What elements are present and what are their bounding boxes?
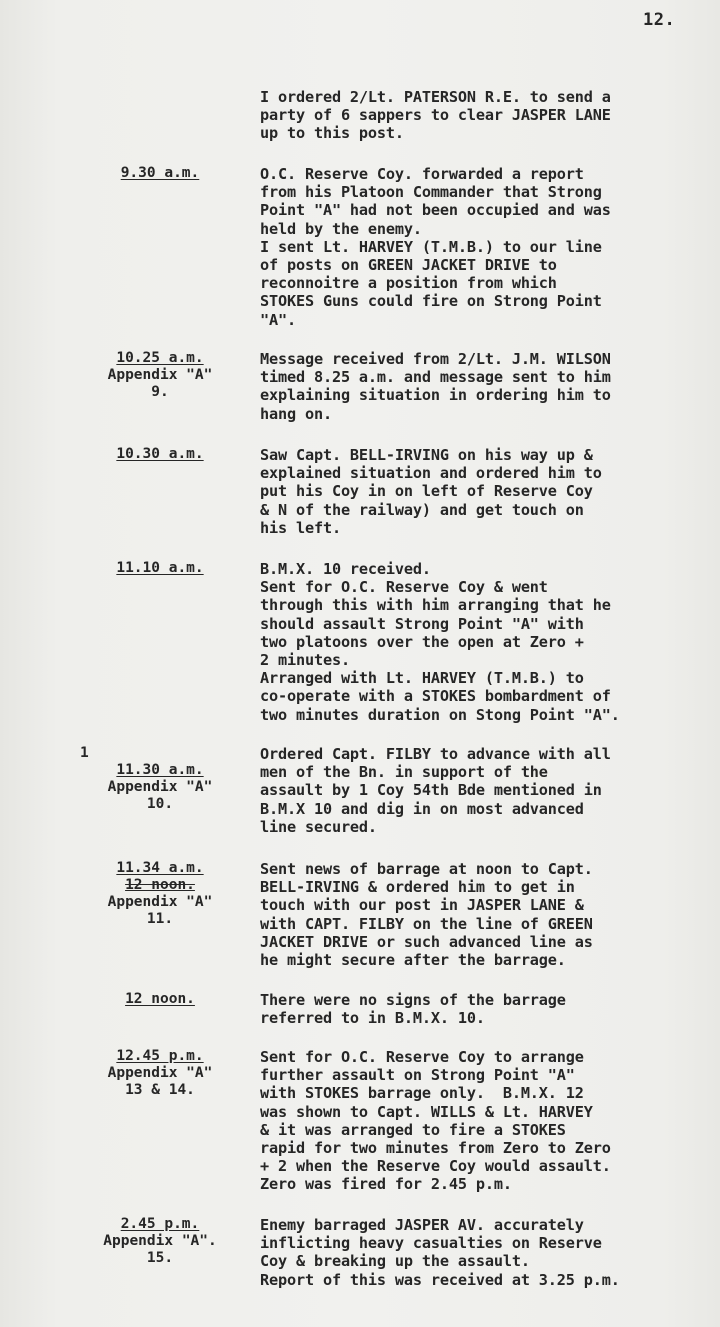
- page-number: 12.: [643, 10, 676, 30]
- entry-text-line: I ordered 2/Lt. PATERSON R.E. to send a: [260, 88, 611, 106]
- entry-text-line: with CAPT. FILBY on the line of GREEN: [260, 914, 593, 933]
- entry-text-line: There were no signs of the barrage: [260, 991, 566, 1009]
- entry-text-line: reconnoitre a position from which: [260, 274, 557, 293]
- entry-time-column: [70, 745, 250, 813]
- entry-time-column: [70, 446, 250, 463]
- appendix-number: 11.: [146, 911, 174, 927]
- entry-text-line: & N of the railway) and get touch on: [260, 500, 584, 519]
- entry-text-line: through this with him arranging that he: [260, 596, 611, 615]
- appendix-reference: Appendix "A".: [103, 1233, 217, 1249]
- appendix-reference: Appendix "A": [107, 1065, 213, 1081]
- entry-time: 2.45 p.m.: [120, 1216, 200, 1232]
- entry-text-line: B.M.X. 10 received.: [260, 560, 431, 578]
- entry-text-line: two platoons over the open at Zero +: [260, 632, 584, 651]
- entry-text-line: JACKET DRIVE or such advanced line as: [260, 932, 593, 951]
- entry-text: [260, 165, 720, 329]
- entry-text: [260, 446, 720, 537]
- entry-text-line: Ordered Capt. FILBY to advance with all: [260, 745, 611, 763]
- entry-text-line: further assault on Strong Point "A": [260, 1066, 575, 1085]
- entry-text-line: should assault Strong Point "A" with: [260, 614, 584, 633]
- appendix-reference: Appendix "A": [107, 367, 213, 383]
- entry-text: [260, 860, 720, 969]
- entry-text-line: Sent news of barrage at noon to Capt.: [260, 860, 593, 878]
- entry-text-line: Sent for O.C. Reserve Coy to arrange: [260, 1048, 584, 1066]
- entry-text-line: + 2 when the Reserve Coy would assault.: [260, 1157, 611, 1176]
- entry-text-line: his left.: [260, 518, 341, 537]
- entry-text-line: inflicting heavy casualties on Reserve: [260, 1234, 602, 1253]
- entry-text: [260, 991, 720, 1027]
- entry-text-line: I sent Lt. HARVEY (T.M.B.) to our line: [260, 237, 602, 256]
- entry-text-line: O.C. Reserve Coy. forwarded a report: [260, 165, 584, 183]
- entry-text-line: Saw Capt. BELL-IRVING on his way up &: [260, 446, 593, 464]
- marginal-note: 1: [80, 745, 89, 761]
- entry-text-line: explaining situation in ordering him to: [260, 386, 611, 405]
- entry-time-column: [70, 350, 250, 401]
- entry-text-line: BELL-IRVING & ordered him to get in: [260, 878, 575, 897]
- entry-text-line: assault by 1 Coy 54th Bde mentioned in: [260, 781, 602, 800]
- entry-text-line: party of 6 sappers to clear JASPER LANE: [260, 106, 611, 125]
- entry-text-line: Message received from 2/Lt. J.M. WILSON: [260, 350, 611, 368]
- appendix-number: 13 & 14.: [125, 1082, 195, 1098]
- entry-time-column: [70, 1216, 250, 1267]
- entry-text: [260, 1216, 720, 1289]
- entry-text: [260, 1048, 720, 1194]
- entry-text-line: put his Coy in on left of Reserve Coy: [260, 482, 593, 501]
- entry-text-line: Sent for O.C. Reserve Coy & went: [260, 578, 548, 597]
- entry-text-line: Point "A" had not been occupied and was: [260, 201, 611, 220]
- entry-text-line: men of the Bn. in support of the: [260, 763, 548, 782]
- entry-text-line: Coy & breaking up the assault.: [260, 1252, 530, 1271]
- entry-text-line: Arranged with Lt. HARVEY (T.M.B.) to: [260, 669, 584, 688]
- entry-text-line: referred to in B.M.X. 10.: [260, 1009, 485, 1028]
- entry-text: [260, 745, 720, 836]
- entry-text-line: "A".: [260, 310, 296, 329]
- entry-time: 11.34 a.m.: [116, 860, 204, 876]
- entry-text-line: Enemy barraged JASPER AV. accurately: [260, 1216, 584, 1234]
- entry-time-column: [70, 165, 250, 182]
- entry-text-line: from his Platoon Commander that Strong: [260, 183, 602, 202]
- entry-text-line: co-operate with a STOKES bombardment of: [260, 687, 611, 706]
- entry-text-line: rapid for two minutes from Zero to Zero: [260, 1139, 611, 1158]
- entry-text-line: STOKES Guns could fire on Strong Point: [260, 292, 602, 311]
- entry-time: 11.30 a.m.: [116, 762, 204, 778]
- entry-text: [260, 560, 720, 724]
- entry-time-column: [70, 991, 250, 1008]
- entry-text-line: up to this post.: [260, 124, 404, 143]
- appendix-number: 10.: [146, 796, 174, 812]
- entry-time: 10.30 a.m.: [116, 446, 204, 462]
- appendix-reference: Appendix "A": [107, 779, 213, 795]
- entry-time: 10.25 a.m.: [116, 350, 204, 366]
- entry-text-line: line secured.: [260, 817, 377, 836]
- struck-time: 12 noon.: [125, 877, 195, 893]
- entry-time-column: [70, 860, 250, 928]
- entry-text-line: B.M.X 10 and dig in on most advanced: [260, 799, 584, 818]
- entry-text-line: two minutes duration on Stong Point "A".: [260, 705, 620, 724]
- entry-text-line: hang on.: [260, 404, 332, 423]
- entry-time: 12.45 p.m.: [116, 1048, 204, 1064]
- entry-text-line: was shown to Capt. WILLS & Lt. HARVEY: [260, 1102, 593, 1121]
- entry-time-column: [70, 560, 250, 577]
- entry-text-line: held by the enemy.: [260, 219, 422, 238]
- entry-time: 11.10 a.m.: [116, 560, 204, 576]
- entry-text-line: timed 8.25 a.m. and message sent to him: [260, 368, 611, 387]
- entry-text-line: he might secure after the barrage.: [260, 951, 566, 970]
- entry-time: 9.30 a.m.: [120, 165, 200, 181]
- appendix-number: 9.: [151, 384, 169, 400]
- entry-text-line: with STOKES barrage only. B.M.X. 12: [260, 1084, 584, 1103]
- entry-text-line: explained situation and ordered him to: [260, 464, 602, 483]
- entry-time: 12 noon.: [125, 991, 195, 1007]
- appendix-number: 15.: [146, 1250, 174, 1266]
- entry-text-line: touch with our post in JASPER LANE &: [260, 896, 584, 915]
- entry-text: [260, 88, 720, 143]
- entry-text-line: of posts on GREEN JACKET DRIVE to: [260, 256, 557, 275]
- entry-text-line: 2 minutes.: [260, 651, 350, 670]
- entry-text-line: & it was arranged to fire a STOKES: [260, 1120, 566, 1139]
- entry-time-column: [70, 1048, 250, 1099]
- entry-text: [260, 350, 720, 423]
- entry-text-line: Report of this was received at 3.25 p.m.: [260, 1270, 620, 1289]
- appendix-reference: Appendix "A": [107, 894, 213, 910]
- entry-text-line: Zero was fired for 2.45 p.m.: [260, 1175, 512, 1194]
